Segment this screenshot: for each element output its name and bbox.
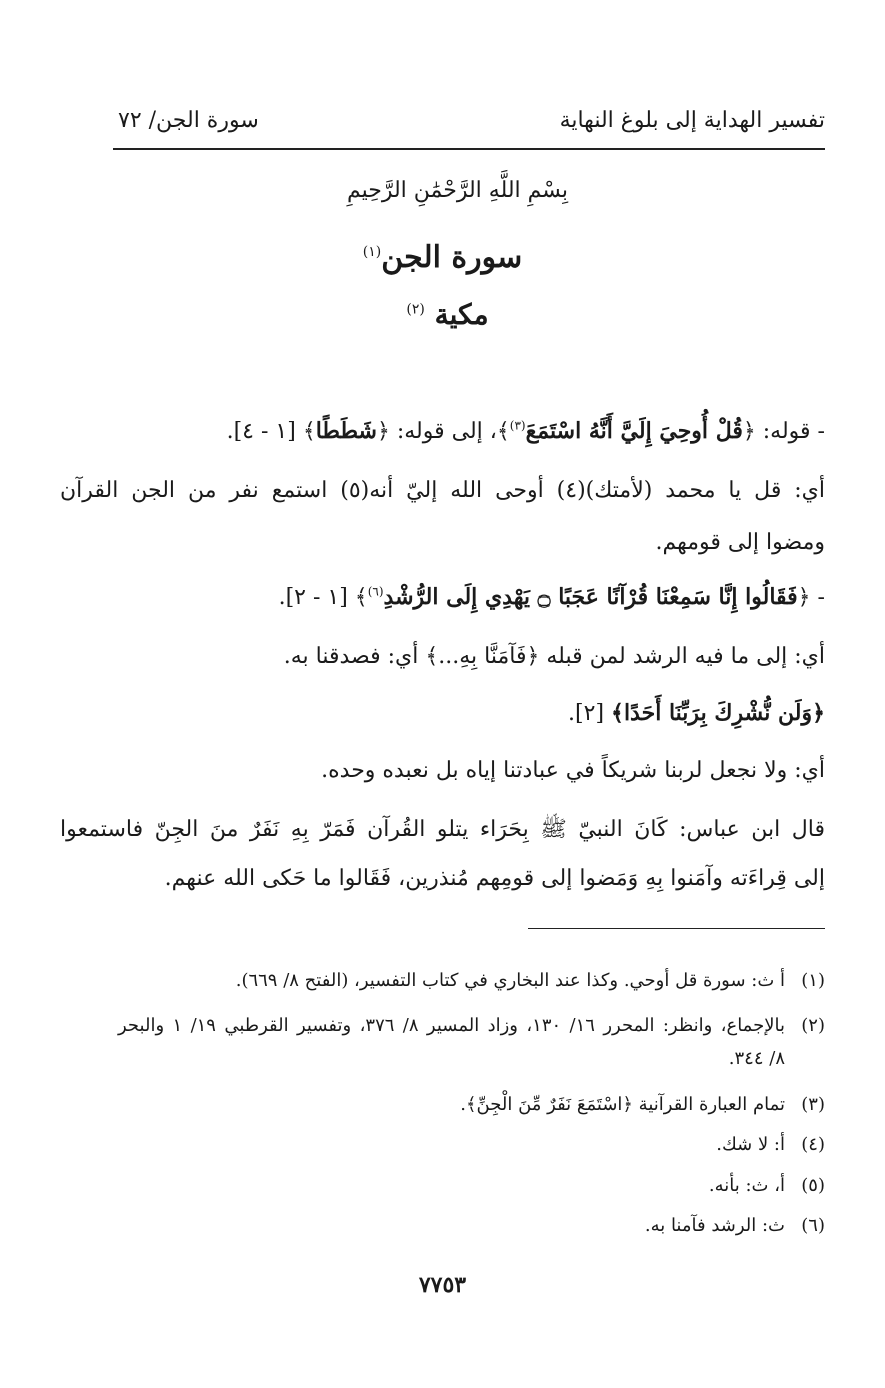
- footnote-4: [716, 1134, 825, 1155]
- footnote-text: بالإجماع، وانظر: المحرر ١٦/ ١٣٠، وزاد المسير ٨/ ٣٧٦، وتفسير القرطبي ١٩/ ١ والبحر: [118, 1015, 785, 1036]
- footnote-1: [236, 970, 825, 991]
- body-line-4: [279, 584, 825, 610]
- footnote-number: (٤): [801, 1134, 825, 1155]
- footnote-2: [118, 1015, 825, 1036]
- text-run: ﴾، إلى قوله: ﴿: [376, 419, 510, 444]
- footnote-ref: (٣): [509, 418, 526, 433]
- surah-title: [0, 240, 885, 275]
- quran-verse: شَطَطًا: [315, 418, 377, 444]
- verse-ref: ﴾ [١ - ٢].: [278, 585, 368, 610]
- quran-verse: قُلْ أُوحِيَ إِلَيَّ أَنَّهُ اسْتَمَعَ: [525, 418, 743, 444]
- surah-title-text: سورة الجن: [381, 240, 523, 275]
- surah-type-text: مكية: [434, 298, 489, 331]
- verse-ref: ﴾ [١ - ٤].: [226, 419, 316, 444]
- body-line-9: إلى قِراءَته وآمَنوا بِهِ وَمَضوا إلى قومِهم مُنذرين، فَقَالوا ما حَكى الله عنهم.: [164, 866, 825, 891]
- body-line-3: ومضوا إلى قومهم.: [655, 530, 825, 555]
- footnote-text: تمام العبارة القرآنية ﴿اسْتَمَعَ نَفَرٌ مِّنَ الْجِنِّ﴾.: [460, 1094, 785, 1115]
- footnote-ref: (٦): [367, 584, 384, 599]
- basmala: بِسْمِ اللَّهِ الرَّحْمَٰنِ الرَّحِيمِ: [346, 178, 569, 203]
- header-rule: [113, 148, 825, 150]
- body-line-8: قال ابن عباس: كَانَ النبيّ ﷺ بِحَرَاء يتلو القُرآن فَمَرّ بِهِ نَفَرٌ منَ الجِنّ فاستمعوا: [60, 817, 825, 842]
- text-run: - ﴿: [797, 585, 825, 610]
- footnote-number: (٥): [801, 1175, 825, 1196]
- footnote-rule: [528, 928, 825, 929]
- footnote-text: أ ث: سورة قل أوحي. وكذا عند البخاري في كتاب التفسير، (الفتح ٨/ ٦٦٩).: [235, 970, 785, 991]
- verse-ref: [٢].: [568, 701, 605, 726]
- footnote-number: (٢): [801, 1015, 825, 1036]
- footnote-6: [645, 1215, 825, 1236]
- body-line-6: [568, 700, 825, 726]
- footnote-5: [709, 1175, 825, 1196]
- footnote-number: (٣): [801, 1094, 825, 1115]
- running-header-section: سورة الجن/ ٧٢: [118, 108, 259, 133]
- surah-title-note: (١): [362, 244, 382, 260]
- footnote-3: [460, 1094, 825, 1115]
- quran-verse: فَقَالُوا إِنَّا سَمِعْنَا قُرْآنًا عَجَبًا ۝ يَهْدِي إِلَى الرُّشْدِ: [383, 584, 798, 610]
- footnote-number: (٦): [801, 1215, 825, 1236]
- page-number: ٧٧٥٣: [418, 1272, 467, 1298]
- footnote-2-continuation: ٨/ ٣٤٤.: [728, 1048, 785, 1069]
- body-line-5: أي: إلى ما فيه الرشد لمن قبله ﴿فَآمَنَّا بِهِ...﴾ أي: فصدقنا به.: [283, 644, 825, 669]
- surah-type: [0, 298, 885, 331]
- body-line-7: أي: ولا نجعل لربنا شريكاً في عبادتنا إياه بل نعبده وحده.: [321, 758, 825, 783]
- footnote-number: (١): [801, 970, 825, 991]
- footnote-text: ث: الرشد فآمنا به.: [644, 1215, 785, 1236]
- running-header-title: تفسير الهداية إلى بلوغ النهاية: [559, 108, 825, 133]
- footnote-text: أ: لا شك.: [716, 1134, 785, 1155]
- surah-type-note: (٢): [406, 301, 425, 318]
- body-line-2: أي: قل يا محمد (لأمتك)(٤) أوحى الله إليّ أنه(٥) استمع نفر من الجن القرآن: [60, 478, 826, 503]
- quran-verse: ﴿وَلَن نُّشْرِكَ بِرَبِّنَا أَحَدًا﴾: [611, 700, 825, 726]
- body-line-1: [227, 418, 825, 444]
- footnote-text: أ، ث: بأنه.: [708, 1175, 785, 1196]
- text-run: - قوله: ﴿: [742, 419, 825, 444]
